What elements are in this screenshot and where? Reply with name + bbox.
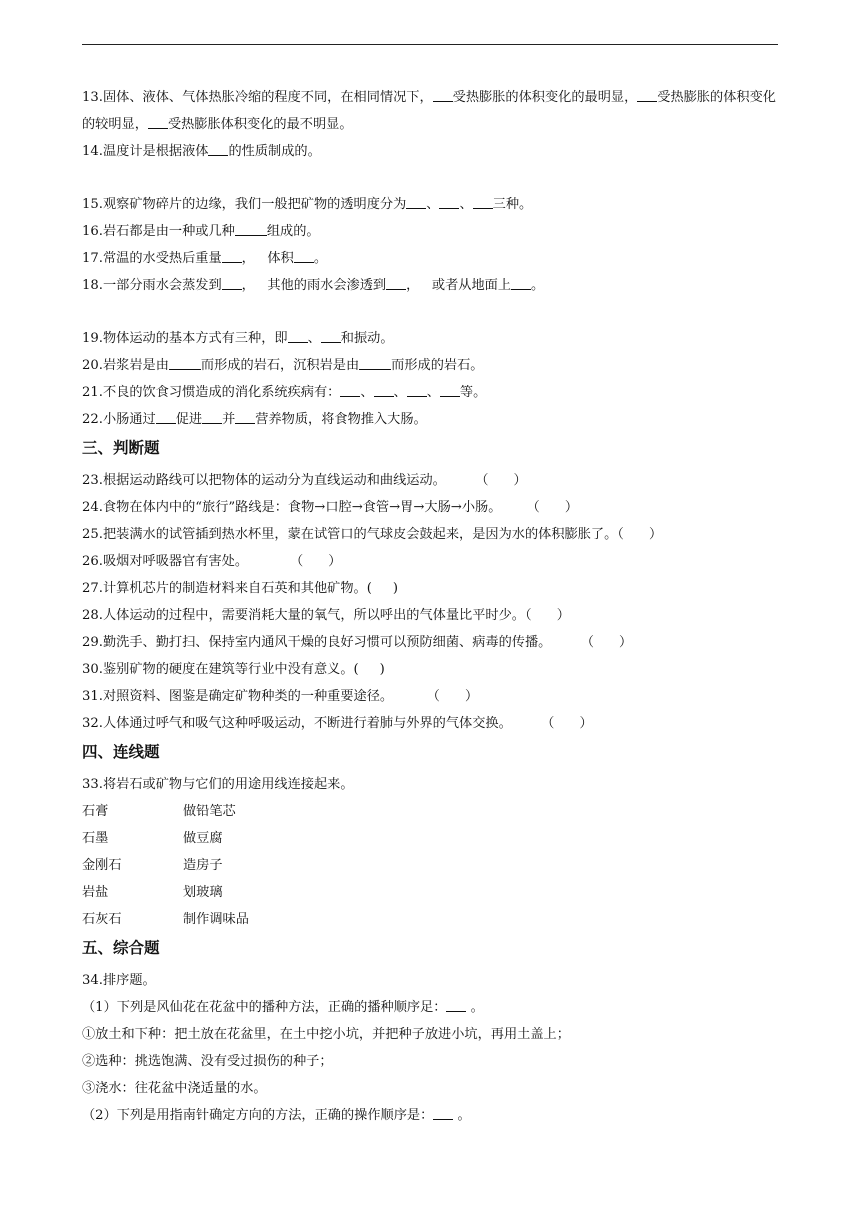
answer-blank[interactable] (446, 997, 466, 1012)
answer-blank[interactable] (208, 141, 228, 156)
question-16: 16.岩石都是由一种或几种 组成的。 (82, 218, 782, 245)
answer-blank[interactable] (407, 382, 427, 397)
answer-blank[interactable] (156, 409, 176, 424)
judgment-item: 31.对照资料、图鉴是确定矿物种类的一种重要途径。 （ ） (82, 689, 479, 704)
answer-blank[interactable] (374, 382, 394, 397)
matching-row (82, 825, 782, 852)
question-14: 14.温度计是根据液体 的性质制成的。 (82, 138, 782, 165)
matching-left-item[interactable]: 石膏 (82, 804, 109, 819)
matching-row (82, 906, 782, 933)
answer-blank[interactable] (386, 275, 406, 290)
judgment-item: 28.人体运动的过程中，需要消耗大量的氧气，所以呼出的气体量比平时少。（ ） (82, 608, 570, 623)
answer-blank[interactable] (439, 194, 459, 209)
answer-blank[interactable] (511, 275, 531, 290)
question-17: 17.常温的水受热后重量 ， 体积 。 (82, 245, 782, 272)
question-34-part-1: （1）下列是风仙花在花盆中的播种方法，正确的播种顺序足： 。 (82, 994, 782, 1021)
answer-blank[interactable] (294, 248, 314, 263)
question-21: 21.不良的饮食习惯造成的消化系统疾病有： 、 、 、 等。 (82, 379, 782, 406)
section-heading-matching: 四、连线题 (82, 743, 160, 761)
answer-blank[interactable] (222, 248, 242, 263)
judgment-item: 29.勤洗手、勤打扫、保持室内通风干燥的良好习惯可以预防细菌、病毒的传播。 （ ） (82, 635, 633, 650)
question-19: 19.物体运动的基本方式有三种，即 、 和振动。 (82, 325, 782, 352)
answer-blank[interactable] (473, 194, 493, 209)
matching-row (82, 879, 782, 906)
answer-blank[interactable] (359, 355, 391, 370)
matching-right-item[interactable]: 制作调味品 (183, 912, 249, 927)
answer-blank[interactable] (222, 275, 242, 290)
answer-blank[interactable] (321, 328, 341, 343)
judgment-item: 30.鉴别矿物的硬度在建筑等行业中没有意义。( ) (82, 662, 385, 677)
header-rule (82, 44, 778, 45)
judgment-item: 27.计算机芯片的制造材料来自石英和其他矿物。( ) (82, 581, 398, 596)
sowing-step-3: ③浇水：往花盆中浇适量的水。 (82, 1081, 267, 1096)
matching-right-item[interactable]: 造房子 (183, 858, 223, 873)
question-34-title: 34.排序题。 (82, 973, 156, 988)
question-22: 22.小肠通过 促进 并 营养物质，将食物推入大肠。 (82, 406, 782, 433)
judgment-item: 23.根据运动路线可以把物体的运动分为直线运动和曲线运动。 （ ） (82, 473, 527, 488)
question-15: 15.观察矿物碎片的边缘，我们一般把矿物的透明度分为 、 、 三种。 (82, 191, 782, 218)
question-13: 13.固体、液体、气体热胀冷缩的程度不同，在相同情况下， 受热膨胀的体积变化的最明显， 受热膨胀的体积变化的较明显， 受热膨胀体积变化的最不明显。 (82, 84, 782, 138)
judgment-item: 32.人体通过呼气和吸气这种呼吸运动，不断进行着肺与外界的气体交换。 （ ） (82, 716, 593, 731)
judgment-item: 24.食物在体内中的“旅行”路线是：食物→口腔→食管→胃→大肠→小肠。 （ ） (82, 500, 579, 515)
answer-blank[interactable] (340, 382, 360, 397)
answer-blank[interactable] (637, 87, 657, 102)
matching-left-item[interactable]: 岩盐 (82, 885, 109, 900)
answer-blank[interactable] (288, 328, 308, 343)
answer-blank[interactable] (440, 382, 460, 397)
matching-right-item[interactable]: 做铅笔芯 (183, 804, 236, 819)
judgment-item: 26.吸烟对呼吸器官有害处。 （ ） (82, 554, 342, 569)
section-heading-comprehensive: 五、综合题 (82, 939, 160, 957)
answer-blank[interactable] (235, 221, 267, 236)
answer-blank[interactable] (433, 87, 453, 102)
matching-left-item[interactable]: 石灰石 (82, 912, 122, 927)
matching-left-item[interactable]: 石墨 (82, 831, 109, 846)
exam-page (82, 84, 782, 1129)
sowing-step-2: ②选种：挑选饱满、没有受过损伤的种子； (82, 1054, 333, 1069)
sowing-step-1: ①放土和下种：把土放在花盆里，在土中挖小坑，并把种子放进小坑，再用土盖上； (82, 1027, 570, 1042)
question-20: 20.岩浆岩是由 而形成的岩石，沉积岩是由 而形成的岩石。 (82, 352, 782, 379)
section-heading-judgment: 三、判断题 (82, 439, 160, 457)
matching-right-item[interactable]: 做豆腐 (183, 831, 223, 846)
answer-blank[interactable] (406, 194, 426, 209)
question-18: 18.一部分雨水会蒸发到 ， 其他的雨水会渗透到 ， 或者从地面上 。 (82, 272, 782, 299)
judgment-item: 25.把装满水的试管插到热水杯里，蒙在试管口的气球皮会鼓起来，是因为水的体积膨胀了。（ ） (82, 527, 663, 542)
answer-blank[interactable] (235, 409, 255, 424)
matching-right-item[interactable]: 划玻璃 (183, 885, 223, 900)
matching-row (82, 798, 782, 825)
matching-row (82, 852, 782, 879)
question-34-part-2: （2）下列是用指南针确定方向的方法，正确的操作顺序是： 。 (82, 1102, 782, 1129)
answer-blank[interactable] (169, 355, 201, 370)
matching-left-item[interactable]: 金刚石 (82, 858, 122, 873)
answer-blank[interactable] (148, 114, 168, 129)
question-33: 33.将岩石或矿物与它们的用途用线连接起来。 (82, 777, 354, 792)
answer-blank[interactable] (433, 1105, 453, 1120)
answer-blank[interactable] (202, 409, 222, 424)
